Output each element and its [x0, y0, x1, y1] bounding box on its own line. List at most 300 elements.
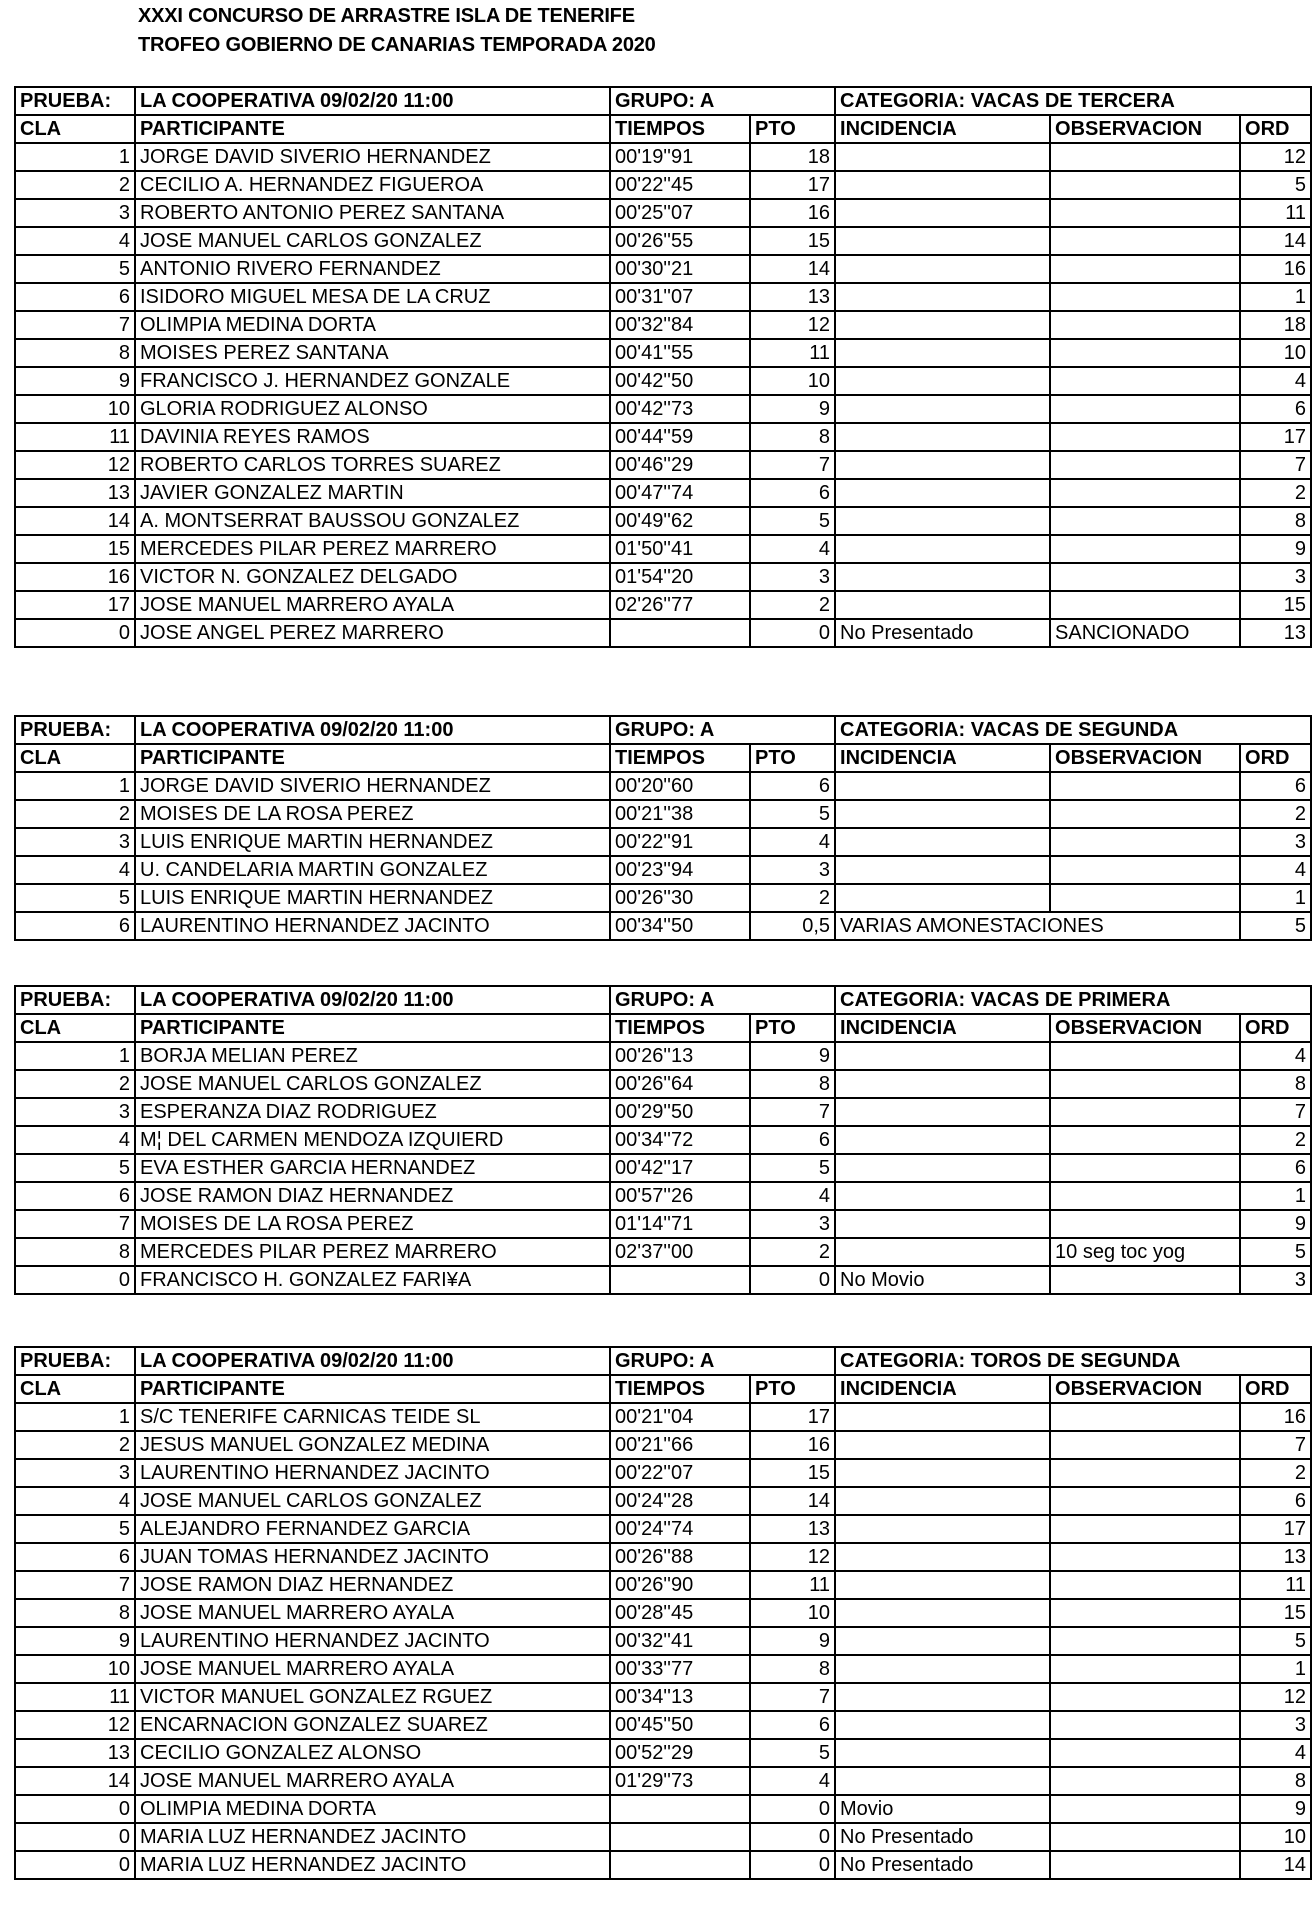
ord-cell: 2 — [1240, 1126, 1311, 1154]
pto-cell: 17 — [750, 1403, 835, 1431]
ord-cell: 13 — [1240, 619, 1311, 647]
incidencia-cell — [835, 311, 1050, 339]
tiempos-cell: 00'46''29 — [610, 451, 750, 479]
cla-cell: 5 — [15, 1154, 135, 1182]
cla-cell: 8 — [15, 1599, 135, 1627]
participante-cell: LAURENTINO HERNANDEZ JACINTO — [135, 912, 610, 940]
tiempos-cell: 00'21''04 — [610, 1403, 750, 1431]
tiempos-cell: 00'41''55 — [610, 339, 750, 367]
ord-cell: 2 — [1240, 1459, 1311, 1487]
tiempos-cell: 00'20''60 — [610, 772, 750, 800]
pto-cell: 6 — [750, 479, 835, 507]
categoria-value: CATEGORIA: VACAS DE TERCERA — [835, 87, 1311, 115]
pto-cell: 14 — [750, 255, 835, 283]
prueba-row — [15, 87, 1311, 115]
table-row — [15, 255, 1311, 283]
incidencia-cell — [835, 255, 1050, 283]
participante-cell: JOSE MANUEL MARRERO AYALA — [135, 1599, 610, 1627]
incidencia-cell — [835, 367, 1050, 395]
cla-cell: 3 — [15, 199, 135, 227]
ord-cell: 17 — [1240, 423, 1311, 451]
participante-cell: JORGE DAVID SIVERIO HERNANDEZ — [135, 772, 610, 800]
incidencia-cell — [835, 1459, 1050, 1487]
observacion-cell — [1050, 1182, 1240, 1210]
participante-cell: BORJA MELIAN PEREZ — [135, 1042, 610, 1070]
incidencia-cell — [835, 1627, 1050, 1655]
incidencia-cell — [835, 1182, 1050, 1210]
ord-cell: 6 — [1240, 395, 1311, 423]
observacion-cell: 10 seg toc yog — [1050, 1238, 1240, 1266]
incidencia-cell: No Presentado — [835, 1823, 1050, 1851]
tiempos-cell: 00'28''45 — [610, 1599, 750, 1627]
column-header-observacion: OBSERVACION — [1050, 1014, 1240, 1042]
table-row — [15, 1823, 1311, 1851]
prueba-value: LA COOPERATIVA 09/02/20 11:00 — [135, 1347, 610, 1375]
table-row — [15, 1098, 1311, 1126]
incidencia-cell — [835, 1042, 1050, 1070]
ord-cell: 3 — [1240, 828, 1311, 856]
cla-cell: 10 — [15, 395, 135, 423]
ord-cell: 4 — [1240, 1042, 1311, 1070]
table-row — [15, 1627, 1311, 1655]
cla-cell: 6 — [15, 1543, 135, 1571]
incidencia-cell — [835, 339, 1050, 367]
ord-cell: 13 — [1240, 1543, 1311, 1571]
incidencia-cell: No Presentado — [835, 1851, 1050, 1879]
cla-cell: 2 — [15, 800, 135, 828]
participante-cell: JOSE MANUEL CARLOS GONZALEZ — [135, 227, 610, 255]
cla-cell: 13 — [15, 1739, 135, 1767]
pto-cell: 4 — [750, 828, 835, 856]
cla-cell: 7 — [15, 1571, 135, 1599]
column-header-ord: ORD — [1240, 1014, 1311, 1042]
participante-cell: FRANCISCO H. GONZALEZ FARI¥A — [135, 1266, 610, 1294]
participante-cell: JOSE MANUEL MARRERO AYALA — [135, 591, 610, 619]
table-row — [15, 1515, 1311, 1543]
ord-cell: 7 — [1240, 1098, 1311, 1126]
participante-cell: LAURENTINO HERNANDEZ JACINTO — [135, 1459, 610, 1487]
observacion-cell — [1050, 507, 1240, 535]
pto-cell: 10 — [750, 367, 835, 395]
ord-cell: 2 — [1240, 479, 1311, 507]
column-header-participante: PARTICIPANTE — [135, 1375, 610, 1403]
table-row — [15, 535, 1311, 563]
cla-cell: 6 — [15, 1182, 135, 1210]
column-header-tiempos: TIEMPOS — [610, 1375, 750, 1403]
table-row — [15, 884, 1311, 912]
table-row — [15, 1543, 1311, 1571]
table-row — [15, 1767, 1311, 1795]
table-row — [15, 1154, 1311, 1182]
cla-cell: 5 — [15, 255, 135, 283]
tiempos-cell: 00'26''64 — [610, 1070, 750, 1098]
participante-cell: M¦ DEL CARMEN MENDOZA IZQUIERD — [135, 1126, 610, 1154]
pto-cell: 11 — [750, 1571, 835, 1599]
participante-cell: JORGE DAVID SIVERIO HERNANDEZ — [135, 143, 610, 171]
column-header-pto: PTO — [750, 1014, 835, 1042]
incidencia-cell — [835, 507, 1050, 535]
observacion-cell — [1050, 1403, 1240, 1431]
ord-cell: 10 — [1240, 339, 1311, 367]
ord-cell: 3 — [1240, 1711, 1311, 1739]
tiempos-cell: 00'23''94 — [610, 856, 750, 884]
pto-cell: 13 — [750, 283, 835, 311]
participante-cell: FRANCISCO J. HERNANDEZ GONZALE — [135, 367, 610, 395]
table-row — [15, 339, 1311, 367]
observacion-cell — [1050, 1739, 1240, 1767]
tiempos-cell: 00'47''74 — [610, 479, 750, 507]
table-row — [15, 171, 1311, 199]
participante-cell: MOISES PEREZ SANTANA — [135, 339, 610, 367]
pto-cell: 9 — [750, 395, 835, 423]
tiempos-cell: 00'45''50 — [610, 1711, 750, 1739]
prueba-value: LA COOPERATIVA 09/02/20 11:00 — [135, 716, 610, 744]
grupo-value: GRUPO: A — [610, 986, 835, 1014]
observacion-cell — [1050, 1515, 1240, 1543]
tiempos-cell: 00'26''55 — [610, 227, 750, 255]
column-header-participante: PARTICIPANTE — [135, 1014, 610, 1042]
participante-cell: JOSE MANUEL MARRERO AYALA — [135, 1767, 610, 1795]
table-row — [15, 227, 1311, 255]
participante-cell: DAVINIA REYES RAMOS — [135, 423, 610, 451]
incidencia-cell — [835, 199, 1050, 227]
participante-cell: S/C TENERIFE CARNICAS TEIDE SL — [135, 1403, 610, 1431]
cla-cell: 4 — [15, 856, 135, 884]
ord-cell: 2 — [1240, 800, 1311, 828]
cla-cell: 6 — [15, 283, 135, 311]
table-row — [15, 1126, 1311, 1154]
table-row — [15, 1711, 1311, 1739]
results-table — [14, 1346, 1312, 1880]
tiempos-cell: 00'22''91 — [610, 828, 750, 856]
table-row — [15, 800, 1311, 828]
observacion-cell: SANCIONADO — [1050, 619, 1240, 647]
table-row — [15, 1851, 1311, 1879]
participante-cell: OLIMPIA MEDINA DORTA — [135, 311, 610, 339]
observacion-cell — [1050, 479, 1240, 507]
incidencia-cell — [835, 423, 1050, 451]
column-header-ord: ORD — [1240, 115, 1311, 143]
participante-cell: ALEJANDRO FERNANDEZ GARCIA — [135, 1515, 610, 1543]
pto-cell: 5 — [750, 507, 835, 535]
tiempos-cell: 00'26''90 — [610, 1571, 750, 1599]
observacion-cell — [1050, 1823, 1240, 1851]
cla-cell: 9 — [15, 367, 135, 395]
incidencia-cell — [835, 1403, 1050, 1431]
column-header-row — [15, 115, 1311, 143]
observacion-cell — [1050, 772, 1240, 800]
ord-cell: 1 — [1240, 884, 1311, 912]
cla-cell: 1 — [15, 1042, 135, 1070]
incidencia-cell — [835, 1515, 1050, 1543]
column-header-pto: PTO — [750, 115, 835, 143]
incidencia-cell — [835, 1767, 1050, 1795]
cla-cell: 3 — [15, 828, 135, 856]
column-header-tiempos: TIEMPOS — [610, 744, 750, 772]
observacion-cell — [1050, 1459, 1240, 1487]
incidencia-cell — [835, 227, 1050, 255]
participante-cell: CECILIO GONZALEZ ALONSO — [135, 1739, 610, 1767]
cla-cell: 12 — [15, 1711, 135, 1739]
incidencia-cell — [835, 171, 1050, 199]
incidencia-cell — [835, 479, 1050, 507]
incidencia-cell — [835, 1431, 1050, 1459]
pto-cell: 8 — [750, 1070, 835, 1098]
column-header-cla: CLA — [15, 1014, 135, 1042]
pto-cell: 16 — [750, 1431, 835, 1459]
cla-cell: 14 — [15, 1767, 135, 1795]
observacion-cell — [1050, 395, 1240, 423]
cla-cell: 10 — [15, 1655, 135, 1683]
observacion-cell — [1050, 1543, 1240, 1571]
pto-cell: 5 — [750, 800, 835, 828]
table-row — [15, 1042, 1311, 1070]
participante-cell: ENCARNACION GONZALEZ SUAREZ — [135, 1711, 610, 1739]
pto-cell: 14 — [750, 1487, 835, 1515]
ord-cell: 8 — [1240, 507, 1311, 535]
table-row — [15, 423, 1311, 451]
grupo-value: GRUPO: A — [610, 716, 835, 744]
observacion-cell — [1050, 199, 1240, 227]
tiempos-cell: 00'26''88 — [610, 1543, 750, 1571]
cla-cell: 6 — [15, 912, 135, 940]
observacion-cell — [1050, 367, 1240, 395]
observacion-cell — [1050, 227, 1240, 255]
ord-cell: 4 — [1240, 367, 1311, 395]
incidencia-cell — [835, 1739, 1050, 1767]
participante-cell: MOISES DE LA ROSA PEREZ — [135, 800, 610, 828]
ord-cell: 3 — [1240, 563, 1311, 591]
observacion-cell — [1050, 1655, 1240, 1683]
observacion-cell — [1050, 1070, 1240, 1098]
observacion-cell — [1050, 143, 1240, 171]
participante-cell: ISIDORO MIGUEL MESA DE LA CRUZ — [135, 283, 610, 311]
tiempos-cell: 00'24''74 — [610, 1515, 750, 1543]
tiempos-cell — [610, 619, 750, 647]
table-row — [15, 1238, 1311, 1266]
column-header-ord: ORD — [1240, 744, 1311, 772]
cla-cell: 8 — [15, 1238, 135, 1266]
cla-cell: 11 — [15, 1683, 135, 1711]
participante-cell: LUIS ENRIQUE MARTIN HERNANDEZ — [135, 884, 610, 912]
ord-cell: 17 — [1240, 1515, 1311, 1543]
tiempos-cell — [610, 1823, 750, 1851]
tiempos-cell: 00'19''91 — [610, 143, 750, 171]
ord-cell: 3 — [1240, 1266, 1311, 1294]
pto-cell: 2 — [750, 884, 835, 912]
participante-cell: GLORIA RODRIGUEZ ALONSO — [135, 395, 610, 423]
cla-cell: 1 — [15, 1403, 135, 1431]
tiempos-cell: 00'21''66 — [610, 1431, 750, 1459]
table-row — [15, 619, 1311, 647]
tiempos-cell: 01'50''41 — [610, 535, 750, 563]
column-header-incidencia: INCIDENCIA — [835, 1014, 1050, 1042]
participante-cell: EVA ESTHER GARCIA HERNANDEZ — [135, 1154, 610, 1182]
table-row — [15, 479, 1311, 507]
ord-cell: 9 — [1240, 1210, 1311, 1238]
ord-cell: 14 — [1240, 227, 1311, 255]
participante-cell: LUIS ENRIQUE MARTIN HERNANDEZ — [135, 828, 610, 856]
tiempos-cell: 00'42''17 — [610, 1154, 750, 1182]
cla-cell: 15 — [15, 535, 135, 563]
cla-cell: 3 — [15, 1459, 135, 1487]
pto-cell: 5 — [750, 1739, 835, 1767]
observacion-cell — [1050, 255, 1240, 283]
observacion-cell — [1050, 1711, 1240, 1739]
table-row — [15, 1571, 1311, 1599]
participante-cell: CECILIO A. HERNANDEZ FIGUEROA — [135, 171, 610, 199]
incidencia-cell — [835, 828, 1050, 856]
incidencia-cell — [835, 1070, 1050, 1098]
tiempos-cell: 00'32''41 — [610, 1627, 750, 1655]
cla-cell: 13 — [15, 479, 135, 507]
participante-cell: U. CANDELARIA MARTIN GONZALEZ — [135, 856, 610, 884]
observacion-cell — [1050, 1571, 1240, 1599]
tiempos-cell: 00'34''50 — [610, 912, 750, 940]
ord-cell: 15 — [1240, 591, 1311, 619]
incidencia-cell — [835, 1126, 1050, 1154]
pto-cell: 6 — [750, 1126, 835, 1154]
cla-cell: 4 — [15, 1126, 135, 1154]
tiempos-cell: 00'49''62 — [610, 507, 750, 535]
participante-cell: JOSE MANUEL CARLOS GONZALEZ — [135, 1487, 610, 1515]
results-table — [14, 86, 1312, 648]
participante-cell: VICTOR MANUEL GONZALEZ RGUEZ — [135, 1683, 610, 1711]
observacion-cell — [1050, 1042, 1240, 1070]
observacion-cell — [1050, 1266, 1240, 1294]
ord-cell: 5 — [1240, 1238, 1311, 1266]
ord-cell: 1 — [1240, 1655, 1311, 1683]
incidencia-cell — [835, 772, 1050, 800]
ord-cell: 7 — [1240, 1431, 1311, 1459]
ord-cell: 5 — [1240, 171, 1311, 199]
pto-cell: 4 — [750, 1182, 835, 1210]
column-header-cla: CLA — [15, 115, 135, 143]
table-row — [15, 199, 1311, 227]
categoria-value: CATEGORIA: VACAS DE PRIMERA — [835, 986, 1311, 1014]
cla-cell: 5 — [15, 1515, 135, 1543]
table-row — [15, 591, 1311, 619]
incidencia-cell — [835, 451, 1050, 479]
results-table — [14, 985, 1312, 1295]
pto-cell: 7 — [750, 1683, 835, 1711]
column-header-row — [15, 744, 1311, 772]
table-row — [15, 143, 1311, 171]
observacion-cell — [1050, 1210, 1240, 1238]
tiempos-cell: 00'25''07 — [610, 199, 750, 227]
tiempos-cell: 00'22''45 — [610, 171, 750, 199]
pto-cell: 10 — [750, 1599, 835, 1627]
categoria-value: CATEGORIA: TOROS DE SEGUNDA — [835, 1347, 1311, 1375]
observacion-cell — [1050, 800, 1240, 828]
prueba-row — [15, 986, 1311, 1014]
tiempos-cell: 01'14''71 — [610, 1210, 750, 1238]
tiempos-cell: 00'32''84 — [610, 311, 750, 339]
ord-cell: 12 — [1240, 1683, 1311, 1711]
pto-cell: 9 — [750, 1627, 835, 1655]
cla-cell: 0 — [15, 1795, 135, 1823]
cla-cell: 11 — [15, 423, 135, 451]
ord-cell: 4 — [1240, 856, 1311, 884]
observacion-cell — [1050, 884, 1240, 912]
ord-cell: 12 — [1240, 143, 1311, 171]
tiempos-cell: 00'34''72 — [610, 1126, 750, 1154]
participante-cell: LAURENTINO HERNANDEZ JACINTO — [135, 1627, 610, 1655]
column-header-observacion: OBSERVACION — [1050, 115, 1240, 143]
cla-cell: 9 — [15, 1627, 135, 1655]
incidencia-cell — [835, 1599, 1050, 1627]
incidencia-cell — [835, 283, 1050, 311]
tiempos-cell: 00'42''73 — [610, 395, 750, 423]
cla-cell: 0 — [15, 1823, 135, 1851]
pto-cell: 18 — [750, 143, 835, 171]
ord-cell: 15 — [1240, 1599, 1311, 1627]
cla-cell: 7 — [15, 1210, 135, 1238]
tiempos-cell: 00'24''28 — [610, 1487, 750, 1515]
participante-cell: JESUS MANUEL GONZALEZ MEDINA — [135, 1431, 610, 1459]
cla-cell: 7 — [15, 311, 135, 339]
tiempos-cell: 00'42''50 — [610, 367, 750, 395]
observacion-cell — [1050, 1767, 1240, 1795]
table-row — [15, 395, 1311, 423]
tiempos-cell: 00'44''59 — [610, 423, 750, 451]
incidencia-cell — [835, 563, 1050, 591]
tiempos-cell: 00'26''30 — [610, 884, 750, 912]
title-line-2: TROFEO GOBIERNO DE CANARIAS TEMPORADA 2020 — [138, 34, 656, 56]
ord-cell: 8 — [1240, 1070, 1311, 1098]
participante-cell: MERCEDES PILAR PEREZ MARRERO — [135, 535, 610, 563]
table-row — [15, 1683, 1311, 1711]
column-header-pto: PTO — [750, 744, 835, 772]
incidencia-cell — [835, 884, 1050, 912]
table-row — [15, 1739, 1311, 1767]
observacion-cell — [1050, 1627, 1240, 1655]
incidencia-cell — [835, 535, 1050, 563]
observacion-cell — [1050, 1126, 1240, 1154]
participante-cell: A. MONTSERRAT BAUSSOU GONZALEZ — [135, 507, 610, 535]
incidencia-cell — [835, 591, 1050, 619]
table-row — [15, 828, 1311, 856]
column-header-pto: PTO — [750, 1375, 835, 1403]
participante-cell: JOSE RAMON DIAZ HERNANDEZ — [135, 1182, 610, 1210]
pto-cell: 17 — [750, 171, 835, 199]
table-row — [15, 1182, 1311, 1210]
pto-cell: 0 — [750, 1795, 835, 1823]
ord-cell: 8 — [1240, 1767, 1311, 1795]
pto-cell: 0 — [750, 619, 835, 647]
cla-cell: 2 — [15, 1070, 135, 1098]
participante-cell: OLIMPIA MEDINA DORTA — [135, 1795, 610, 1823]
pto-cell: 4 — [750, 1767, 835, 1795]
participante-cell: JOSE RAMON DIAZ HERNANDEZ — [135, 1571, 610, 1599]
incidencia-cell — [835, 1683, 1050, 1711]
cla-cell: 1 — [15, 143, 135, 171]
observacion-cell — [1050, 171, 1240, 199]
cla-cell: 0 — [15, 1266, 135, 1294]
pto-cell: 0 — [750, 1266, 835, 1294]
observacion-cell — [1050, 1683, 1240, 1711]
cla-cell: 3 — [15, 1098, 135, 1126]
observacion-cell — [1050, 1599, 1240, 1627]
incidencia-cell: Movio — [835, 1795, 1050, 1823]
table-row — [15, 772, 1311, 800]
ord-cell: 1 — [1240, 283, 1311, 311]
ord-cell: 18 — [1240, 311, 1311, 339]
incidencia-cell: VARIAS AMONESTACIONES — [835, 912, 1240, 940]
table-row — [15, 1487, 1311, 1515]
participante-cell: MARIA LUZ HERNANDEZ JACINTO — [135, 1851, 610, 1879]
pto-cell: 12 — [750, 311, 835, 339]
